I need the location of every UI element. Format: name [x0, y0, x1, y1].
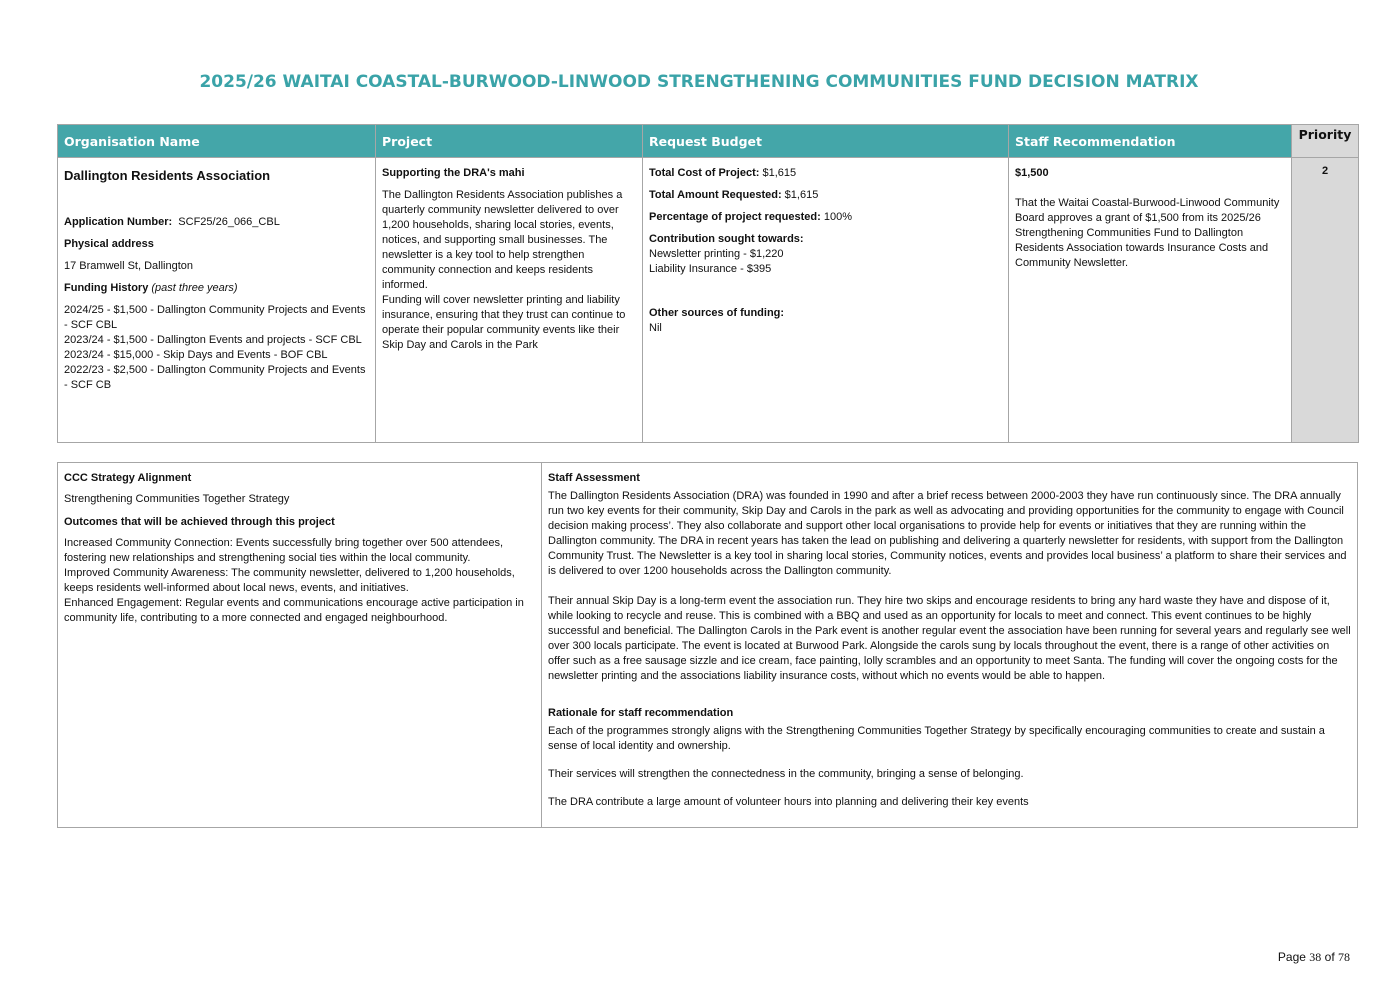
- total-cost: $1,615: [762, 167, 797, 179]
- other-funding: Nil: [649, 322, 662, 334]
- assessment-section: [57, 462, 1358, 828]
- assessment-paragraph: The Dallington Residents Association (DRA) was founded in 1990 and after a brief recess between 2000-2003 they have run continuously since. The DRA annually run two key events for their community, Skip Day and Carols in the park as well as advocating and providing opportunities for the community to engage with Council decision making process’. They also collaborate and support other local organisations to provide help for events or initiatives that they are running within the Dallington community. The DRA in recent years has taken the lead on publishing and delivering a quarterly newsletter for residents, with support from the Dallington Community Trust. The Newsletter is a key tool in sharing local stories, Community notices, events and provides local business’ a platform to share their services and is delivered to over 1200 households across the Dallington community.: [548, 490, 1347, 577]
- project-title: Supporting the DRA's mahi: [382, 167, 525, 179]
- header-staff-recommendation: Staff Recommendation: [1009, 125, 1292, 158]
- funding-history-item: 2023/24 - $15,000 - Skip Days and Events - BOF CBL: [64, 349, 328, 361]
- strategy-name: Strengthening Communities Together Strategy: [64, 493, 290, 505]
- outcome-item: Improved Community Awareness: The community newsletter, delivered to 1,200 households, keeps residents well-informed about local news, events, and initiatives.: [64, 567, 515, 594]
- rationale-paragraph: Their services will strengthen the connectedness in the community, bringing a sense of belonging.: [548, 768, 1024, 780]
- decision-matrix-table: [57, 124, 1359, 443]
- strategy-alignment: [58, 463, 542, 827]
- outcome-item: Enhanced Engagement: Regular events and communications encourage active participation in community life, contributing to a more connected and engaged neighbourhood.: [64, 597, 524, 624]
- budget-cell: [643, 158, 1009, 443]
- contribution-label: Contribution sought towards:: [649, 233, 804, 245]
- rationale-paragraph: The DRA contribute a large amount of volunteer hours into planning and delivering their key events: [548, 796, 1029, 808]
- table-header-row: [58, 125, 1359, 158]
- other-funding-label: Other sources of funding:: [649, 307, 785, 319]
- organisation-cell: [58, 158, 376, 443]
- contribution-item: Liability Insurance - $395: [649, 263, 772, 275]
- strategy-heading: CCC Strategy Alignment: [64, 472, 192, 484]
- application-number: SCF25/26_066_CBL: [178, 216, 280, 228]
- total-pages: 78: [1338, 950, 1350, 964]
- percentage: 100%: [823, 211, 852, 223]
- outcome-item: Increased Community Connection: Events successfully bring together over 500 attendees, fostering new relationships and strengthening social ties within the local community.: [64, 537, 504, 564]
- header-request-budget: Request Budget: [643, 125, 1009, 158]
- current-page: 38: [1309, 950, 1322, 964]
- page-title: 2025/26 WAITAI COASTAL-BURWOOD-LINWOOD STRENGTHENING COMMUNITIES FUND DECISION MATRIX: [199, 72, 1199, 92]
- rationale-heading: Rationale for staff recommendation: [548, 707, 734, 719]
- page-number: [1278, 950, 1350, 965]
- funding-history-item: 2024/25 - $1,500 - Dallington Community Projects and Events - SCF CBL: [64, 304, 366, 331]
- staff-recommendation-cell: [1009, 158, 1292, 443]
- application-number-label: Application Number:: [64, 216, 173, 228]
- assessment-paragraph: Their annual Skip Day is a long-term event the association run. They hire two skips and encourage residents to bring any hard waste they have and dispose of it, while looking to recycle and reuse. This is combined with a BBQ and used as an opportunity for locals to meet and connect. This event continues to be highly successful and beneficial. The Dallington Carols in the Park event is another regular event the association have been running for several years and regularly see well over 300 locals participate. The event is located at Burwood Park. Alongside the carols sung by locals throughout the event, there is a range of other activities on offer such as a free sausage sizzle and ice cream, face painting, lolly scrambles and an opportunity to meet Santa. The funding will cover the ongoing costs for the newsletter printing and the associations liability insurance costs, without which no events would be able to happen.: [548, 595, 1351, 682]
- recommendation-text: That the Waitai Coastal-Burwood-Linwood Community Board approves a grant of $1,500 from its 2025/26 Strengthening Communities Fund to Dallington Residents Association towards Insurance Costs and Community Newsletter.: [1015, 197, 1280, 269]
- funding-history-item: 2022/23 - $2,500 - Dallington Community Projects and Events - SCF CB: [64, 364, 366, 391]
- contribution-item: Newsletter printing - $1,220: [649, 248, 784, 260]
- percentage-label: Percentage of project requested:: [649, 211, 821, 223]
- project-description: The Dallington Residents Association publishes a quarterly community newsletter delivered to over 1,200 households, sharing local stories, events, notices, and supporting small businesses. The newsletter is a key tool to help strengthen community connection and keeps residents informed.: [382, 189, 623, 291]
- project-funding-description: Funding will cover newsletter printing and liability insurance, ensuring that they trust can continue to operate their popular community events like their Skip Day and Carols in the Park: [382, 294, 626, 351]
- funding-history-item: 2023/24 - $1,500 - Dallington Events and projects - SCF CBL: [64, 334, 362, 346]
- funding-history-label: Funding History: [64, 282, 149, 294]
- priority-value: 2: [1292, 158, 1359, 443]
- staff-assessment: [542, 463, 1357, 827]
- of-label: of: [1324, 950, 1335, 964]
- total-requested: $1,615: [784, 189, 819, 201]
- rationale-paragraph: Each of the programmes strongly aligns with the Strengthening Communities Together Strategy by specifically encouraging communities to create and sustain a sense of local identity and ownership.: [548, 725, 1325, 752]
- assessment-heading: Staff Assessment: [548, 472, 640, 484]
- organisation-name: Dallington Residents Association: [64, 168, 271, 183]
- page-label: Page: [1277, 950, 1306, 964]
- header-priority: Priority: [1292, 125, 1359, 158]
- project-cell: [376, 158, 643, 443]
- header-project: Project: [376, 125, 643, 158]
- total-cost-label: Total Cost of Project:: [649, 167, 760, 179]
- table-row: [58, 158, 1359, 443]
- address: 17 Bramwell St, Dallington: [64, 260, 194, 272]
- header-organisation: Organisation Name: [58, 125, 376, 158]
- recommended-amount: $1,500: [1015, 167, 1049, 179]
- funding-history-note: (past three years): [151, 282, 238, 294]
- address-label: Physical address: [64, 238, 154, 250]
- outcomes-heading: Outcomes that will be achieved through this project: [64, 516, 335, 528]
- total-requested-label: Total Amount Requested:: [649, 189, 782, 201]
